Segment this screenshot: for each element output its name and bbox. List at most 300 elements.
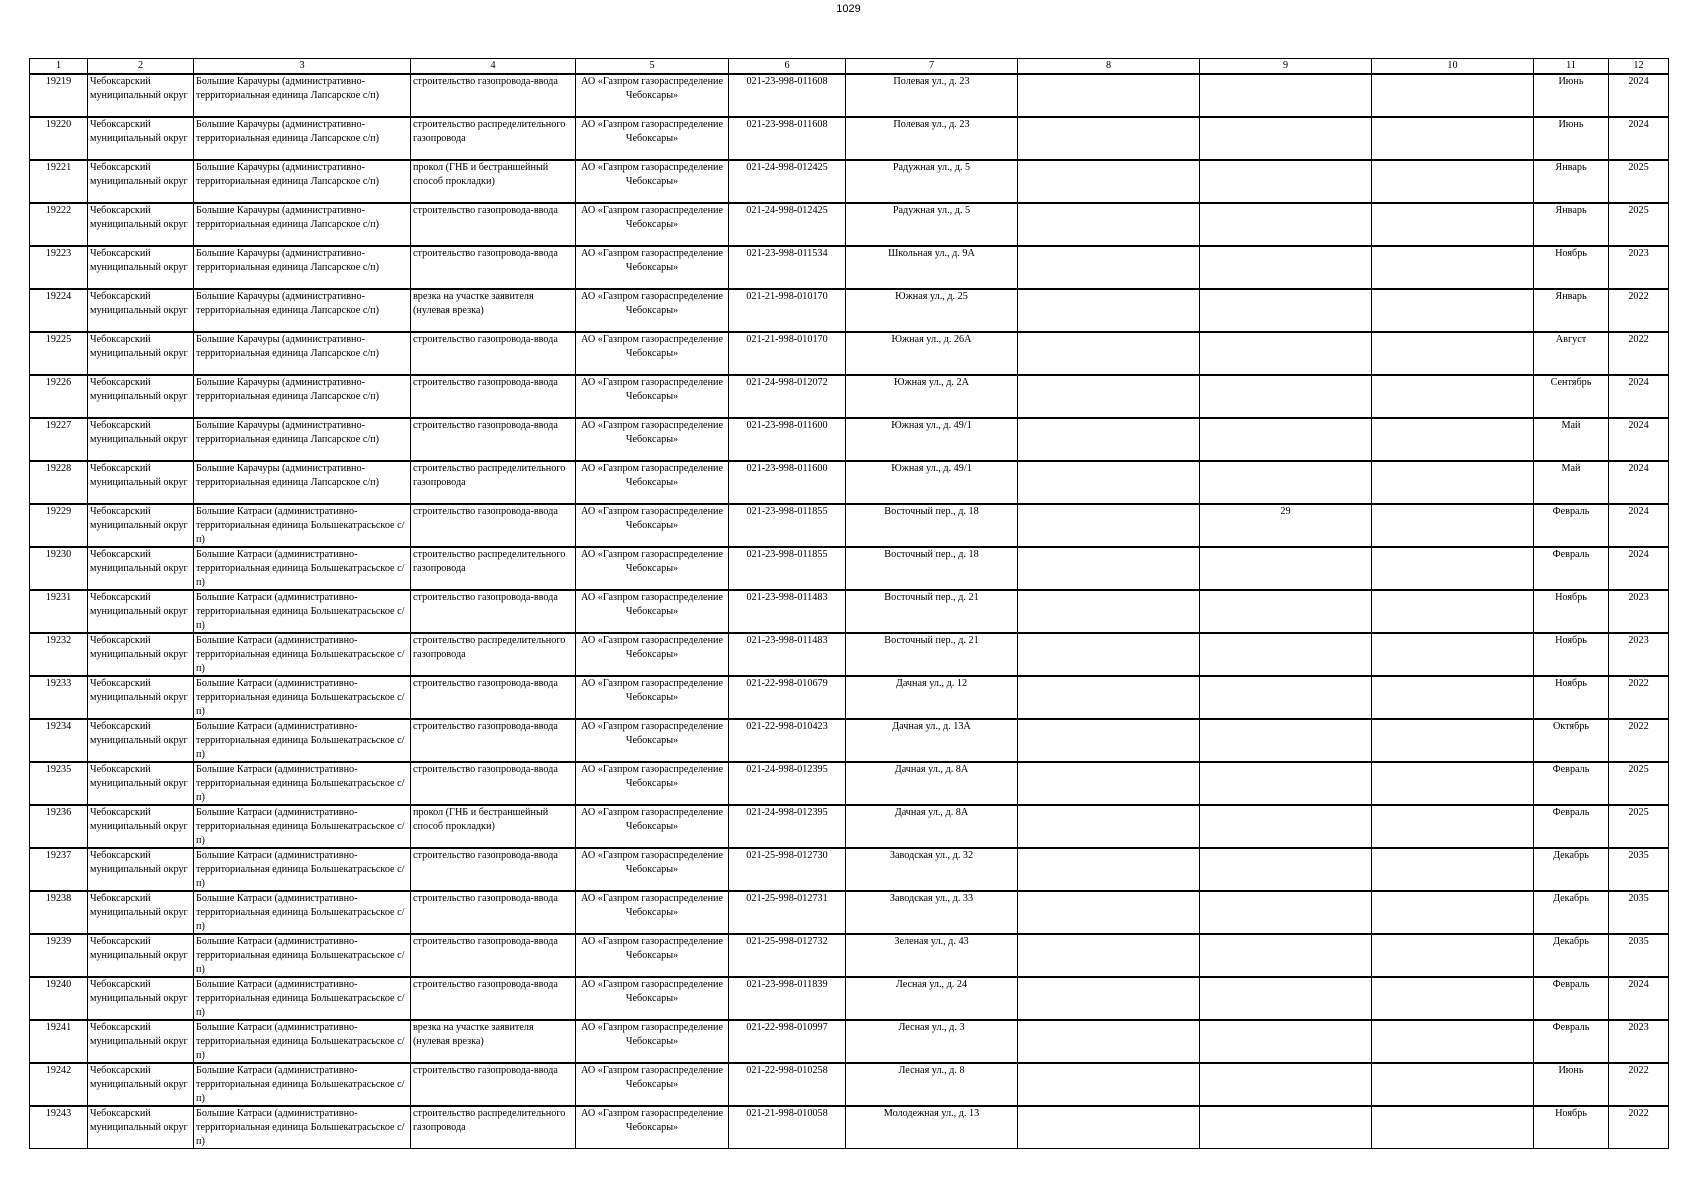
locality-cell-text: Большие Катраси (административно-территориальная единица Большекатрасьское с/п) [196, 936, 405, 975]
address-cell-text: Дачная ул., д. 12 [895, 678, 968, 689]
row-number-text: 19243 [45, 1108, 72, 1119]
application-code-cell [729, 977, 846, 1020]
column-10-cell [1372, 1106, 1534, 1149]
work-type-cell [411, 590, 576, 633]
application-code-cell [729, 762, 846, 805]
month-cell [1534, 160, 1609, 203]
application-code-cell [729, 547, 846, 590]
locality-cell-text: Большие Катраси (административно-территориальная единица Большекатрасьское с/п) [196, 807, 405, 846]
row-number-text: 19240 [45, 979, 72, 990]
address-cell-text: Восточный пер., д. 21 [884, 592, 979, 603]
row-number [30, 1020, 88, 1063]
column-9-cell [1200, 461, 1372, 504]
row-number [30, 934, 88, 977]
organization-cell [576, 547, 729, 590]
application-code-cell-text: 021-22-998-010258 [746, 1065, 828, 1076]
column-10-cell [1372, 719, 1534, 762]
district-cell-text: Чебоксарский муниципальный округ [90, 764, 188, 789]
month-cell-text: Февраль [1552, 1022, 1590, 1033]
district-cell [88, 762, 194, 805]
table-row [30, 891, 1669, 934]
address-cell [846, 547, 1018, 590]
work-type-cell-text: строительство газопровода-ввода [413, 1065, 558, 1076]
address-cell-text: Дачная ул., д. 8А [894, 764, 969, 775]
locality-cell [194, 934, 411, 977]
organization-cell [576, 848, 729, 891]
year-cell-text: 2024 [1628, 463, 1649, 474]
organization-cell-text: АО «Газпром газораспределение Чебоксары» [580, 463, 724, 488]
row-number [30, 848, 88, 891]
application-code-cell-text: 021-23-998-011608 [746, 119, 828, 130]
column-8-cell [1018, 289, 1200, 332]
application-code-cell-text: 021-23-998-011600 [746, 463, 828, 474]
column-10-cell [1372, 375, 1534, 418]
year-cell-text: 2025 [1628, 205, 1649, 216]
column-9-cell-text: 29 [1280, 506, 1291, 517]
locality-cell-text: Большие Катраси (административно-территориальная единица Большекатрасьское с/п) [196, 850, 405, 889]
row-number [30, 762, 88, 805]
year-cell [1609, 934, 1669, 977]
application-code-cell [729, 160, 846, 203]
year-cell [1609, 805, 1669, 848]
row-number [30, 633, 88, 676]
address-cell-text: Южная ул., д. 49/1 [891, 463, 972, 474]
organization-cell-text: АО «Газпром газораспределение Чебоксары» [580, 979, 724, 1004]
year-cell-text: 2025 [1628, 162, 1649, 173]
year-cell [1609, 676, 1669, 719]
column-10-cell [1372, 891, 1534, 934]
month-cell [1534, 74, 1609, 117]
district-cell-text: Чебоксарский муниципальный округ [90, 936, 188, 961]
row-number-text: 19223 [45, 248, 72, 259]
work-type-cell-text: прокол (ГНБ и бестраншейный способ прокладки) [413, 162, 549, 187]
address-cell-text: Заводская ул., д. 32 [889, 850, 974, 861]
column-8-cell [1018, 719, 1200, 762]
column-8-cell [1018, 332, 1200, 375]
locality-cell [194, 719, 411, 762]
column-10-cell [1372, 289, 1534, 332]
locality-cell [194, 762, 411, 805]
year-cell [1609, 461, 1669, 504]
work-type-cell-text: строительство газопровода-ввода [413, 420, 558, 431]
month-cell [1534, 934, 1609, 977]
table-row [30, 719, 1669, 762]
application-code-cell-text: 021-25-998-012730 [746, 850, 828, 861]
work-type-cell-text: строительство газопровода-ввода [413, 893, 558, 904]
locality-cell-text: Большие Катраси (административно-территориальная единица Большекатрасьское с/п) [196, 678, 405, 717]
district-cell-text: Чебоксарский муниципальный округ [90, 979, 188, 1004]
column-header-9: 9 [1200, 59, 1372, 75]
month-cell [1534, 848, 1609, 891]
district-cell [88, 1020, 194, 1063]
application-code-cell-text: 021-24-998-012425 [746, 205, 828, 216]
application-code-cell-text: 021-23-998-011608 [746, 76, 828, 87]
district-cell [88, 547, 194, 590]
row-number-text: 19231 [45, 592, 72, 603]
column-9-cell [1200, 676, 1372, 719]
column-8-cell [1018, 1106, 1200, 1149]
address-cell [846, 977, 1018, 1020]
address-cell [846, 418, 1018, 461]
row-number-text: 19227 [45, 420, 72, 431]
year-cell-text: 2023 [1628, 635, 1649, 646]
column-10-cell [1372, 934, 1534, 977]
organization-cell [576, 762, 729, 805]
column-9-cell [1200, 246, 1372, 289]
work-type-cell-text: врезка на участке заявителя (нулевая врезка) [413, 291, 534, 316]
column-10-cell [1372, 461, 1534, 504]
column-9-cell [1200, 633, 1372, 676]
work-type-cell-text: строительство газопровода-ввода [413, 678, 558, 689]
application-code-cell [729, 590, 846, 633]
column-header-7: 7 [846, 59, 1018, 75]
organization-cell-text: АО «Газпром газораспределение Чебоксары» [580, 678, 724, 703]
locality-cell-text: Большие Катраси (административно-территориальная единица Большекатрасьское с/п) [196, 1022, 405, 1061]
work-type-cell [411, 160, 576, 203]
month-cell-text: Декабрь [1553, 936, 1589, 947]
organization-cell [576, 891, 729, 934]
district-cell [88, 676, 194, 719]
district-cell-text: Чебоксарский муниципальный округ [90, 893, 188, 918]
column-10-cell [1372, 633, 1534, 676]
month-cell [1534, 117, 1609, 160]
row-number [30, 332, 88, 375]
organization-cell-text: АО «Газпром газораспределение Чебоксары» [580, 205, 724, 230]
address-cell [846, 1020, 1018, 1063]
district-cell-text: Чебоксарский муниципальный округ [90, 1065, 188, 1090]
year-cell-text: 2024 [1628, 119, 1649, 130]
column-9-cell [1200, 719, 1372, 762]
locality-cell-text: Большие Карачуры (административно-территориальная единица Лапсарское с/п) [196, 119, 380, 144]
application-code-cell [729, 633, 846, 676]
table-row [30, 977, 1669, 1020]
table-header [30, 59, 1669, 75]
table-row [30, 203, 1669, 246]
address-cell-text: Лесная ул., д. 8 [898, 1065, 965, 1076]
month-cell-text: Февраль [1552, 764, 1590, 775]
district-cell [88, 848, 194, 891]
table-row [30, 246, 1669, 289]
address-cell [846, 590, 1018, 633]
address-cell-text: Дачная ул., д. 8А [894, 807, 969, 818]
organization-cell [576, 117, 729, 160]
gas-connection-table [29, 58, 1669, 1149]
year-cell-text: 2024 [1628, 76, 1649, 87]
work-type-cell [411, 1063, 576, 1106]
month-cell-text: Январь [1555, 291, 1587, 302]
work-type-cell [411, 289, 576, 332]
application-code-cell [729, 1063, 846, 1106]
column-10-cell [1372, 332, 1534, 375]
column-9-cell [1200, 203, 1372, 246]
district-cell-text: Чебоксарский муниципальный округ [90, 721, 188, 746]
locality-cell [194, 1106, 411, 1149]
organization-cell [576, 418, 729, 461]
column-9-cell [1200, 504, 1372, 547]
work-type-cell-text: прокол (ГНБ и бестраншейный способ прокладки) [413, 807, 549, 832]
month-cell [1534, 762, 1609, 805]
organization-cell [576, 934, 729, 977]
column-10-cell [1372, 977, 1534, 1020]
district-cell [88, 160, 194, 203]
month-cell [1534, 289, 1609, 332]
work-type-cell [411, 805, 576, 848]
table-row [30, 375, 1669, 418]
month-cell [1534, 547, 1609, 590]
year-cell-text: 2024 [1628, 420, 1649, 431]
district-cell [88, 1063, 194, 1106]
address-cell-text: Радужная ул., д. 5 [892, 205, 971, 216]
table-row [30, 547, 1669, 590]
column-9-cell [1200, 934, 1372, 977]
locality-cell-text: Большие Катраси (административно-территориальная единица Большекатрасьское с/п) [196, 592, 405, 631]
district-cell-text: Чебоксарский муниципальный округ [90, 592, 188, 617]
year-cell [1609, 375, 1669, 418]
year-cell [1609, 891, 1669, 934]
work-type-cell [411, 418, 576, 461]
year-cell-text: 2035 [1628, 936, 1649, 947]
row-number [30, 203, 88, 246]
month-cell [1534, 418, 1609, 461]
column-9-cell [1200, 977, 1372, 1020]
column-8-cell [1018, 1063, 1200, 1106]
column-header-12: 12 [1609, 59, 1669, 75]
organization-cell-text: АО «Газпром газораспределение Чебоксары» [580, 162, 724, 187]
column-9-cell [1200, 805, 1372, 848]
organization-cell [576, 332, 729, 375]
application-code-cell-text: 021-25-998-012731 [746, 893, 828, 904]
month-cell [1534, 590, 1609, 633]
organization-cell-text: АО «Газпром газораспределение Чебоксары» [580, 549, 724, 574]
address-cell [846, 289, 1018, 332]
column-8-cell [1018, 418, 1200, 461]
work-type-cell-text: строительство газопровода-ввода [413, 377, 558, 388]
locality-cell [194, 977, 411, 1020]
column-header-1: 1 [30, 59, 88, 75]
column-header-8: 8 [1018, 59, 1200, 75]
column-10-cell [1372, 117, 1534, 160]
row-number [30, 246, 88, 289]
work-type-cell [411, 1020, 576, 1063]
header-row [30, 59, 1669, 75]
month-cell-text: Декабрь [1553, 893, 1589, 904]
application-code-cell-text: 021-21-998-010170 [746, 291, 828, 302]
application-code-cell-text: 021-23-998-011855 [746, 506, 828, 517]
column-8-cell [1018, 934, 1200, 977]
month-cell-text: Февраль [1552, 807, 1590, 818]
row-number [30, 74, 88, 117]
column-9-cell [1200, 590, 1372, 633]
row-number [30, 289, 88, 332]
column-8-cell [1018, 977, 1200, 1020]
address-cell-text: Дачная ул., д. 13А [892, 721, 971, 732]
locality-cell [194, 289, 411, 332]
column-8-cell [1018, 848, 1200, 891]
month-cell [1534, 676, 1609, 719]
column-header-3: 3 [194, 59, 411, 75]
organization-cell [576, 590, 729, 633]
application-code-cell-text: 021-25-998-012732 [746, 936, 828, 947]
month-cell [1534, 375, 1609, 418]
month-cell-text: Февраль [1552, 506, 1590, 517]
month-cell [1534, 1063, 1609, 1106]
application-code-cell [729, 332, 846, 375]
application-code-cell [729, 891, 846, 934]
district-cell [88, 375, 194, 418]
row-number [30, 891, 88, 934]
organization-cell [576, 160, 729, 203]
column-10-cell [1372, 160, 1534, 203]
column-8-cell [1018, 762, 1200, 805]
district-cell-text: Чебоксарский муниципальный округ [90, 119, 188, 144]
work-type-cell-text: строительство газопровода-ввода [413, 592, 558, 603]
month-cell-text: Ноябрь [1555, 248, 1587, 259]
district-cell [88, 203, 194, 246]
application-code-cell-text: 021-23-998-011534 [746, 248, 828, 259]
work-type-cell-text: строительство газопровода-ввода [413, 506, 558, 517]
row-number-text: 19241 [45, 1022, 72, 1033]
organization-cell [576, 74, 729, 117]
row-number-text: 19239 [45, 936, 72, 947]
district-cell [88, 246, 194, 289]
year-cell-text: 2022 [1628, 678, 1649, 689]
work-type-cell [411, 203, 576, 246]
column-9-cell [1200, 1063, 1372, 1106]
year-cell [1609, 719, 1669, 762]
column-8-cell [1018, 203, 1200, 246]
column-9-cell [1200, 891, 1372, 934]
month-cell-text: Июнь [1558, 119, 1584, 130]
column-10-cell [1372, 590, 1534, 633]
work-type-cell-text: строительство распределительного газопровода [413, 463, 566, 488]
year-cell-text: 2023 [1628, 1022, 1649, 1033]
column-10-cell [1372, 762, 1534, 805]
column-9-cell [1200, 848, 1372, 891]
table-row [30, 1106, 1669, 1149]
table-row [30, 332, 1669, 375]
year-cell-text: 2022 [1628, 721, 1649, 732]
month-cell-text: Июнь [1558, 1065, 1584, 1076]
locality-cell [194, 848, 411, 891]
locality-cell-text: Большие Катраси (административно-территориальная единица Большекатрасьское с/п) [196, 893, 405, 932]
row-number-text: 19221 [45, 162, 72, 173]
month-cell-text: Январь [1555, 205, 1587, 216]
column-8-cell [1018, 891, 1200, 934]
address-cell [846, 246, 1018, 289]
application-code-cell [729, 805, 846, 848]
work-type-cell-text: строительство газопровода-ввода [413, 721, 558, 732]
month-cell [1534, 977, 1609, 1020]
organization-cell-text: АО «Газпром газораспределение Чебоксары» [580, 807, 724, 832]
locality-cell-text: Большие Карачуры (административно-территориальная единица Лапсарское с/п) [196, 248, 380, 273]
month-cell [1534, 461, 1609, 504]
locality-cell [194, 117, 411, 160]
locality-cell [194, 1020, 411, 1063]
year-cell-text: 2022 [1628, 334, 1649, 345]
month-cell [1534, 633, 1609, 676]
page-number: 1029 [836, 3, 861, 15]
column-8-cell [1018, 461, 1200, 504]
table-row [30, 461, 1669, 504]
work-type-cell [411, 246, 576, 289]
year-cell-text: 2024 [1628, 549, 1649, 560]
column-10-cell [1372, 74, 1534, 117]
column-8-cell [1018, 160, 1200, 203]
application-code-cell [729, 504, 846, 547]
district-cell [88, 461, 194, 504]
district-cell [88, 977, 194, 1020]
work-type-cell-text: строительство газопровода-ввода [413, 764, 558, 775]
work-type-cell [411, 977, 576, 1020]
column-9-cell [1200, 1020, 1372, 1063]
year-cell-text: 2022 [1628, 1108, 1649, 1119]
district-cell-text: Чебоксарский муниципальный округ [90, 291, 188, 316]
organization-cell-text: АО «Газпром газораспределение Чебоксары» [580, 119, 724, 144]
organization-cell-text: АО «Газпром газораспределение Чебоксары» [580, 506, 724, 531]
column-8-cell [1018, 74, 1200, 117]
column-10-cell [1372, 547, 1534, 590]
table-row [30, 762, 1669, 805]
organization-cell [576, 289, 729, 332]
organization-cell-text: АО «Газпром газораспределение Чебоксары» [580, 1022, 724, 1047]
work-type-cell [411, 934, 576, 977]
year-cell [1609, 418, 1669, 461]
district-cell [88, 805, 194, 848]
month-cell [1534, 332, 1609, 375]
table-row [30, 1063, 1669, 1106]
district-cell [88, 1106, 194, 1149]
district-cell [88, 633, 194, 676]
row-number-text: 19238 [45, 893, 72, 904]
address-cell [846, 332, 1018, 375]
month-cell-text: Ноябрь [1555, 592, 1587, 603]
address-cell [846, 633, 1018, 676]
address-cell [846, 891, 1018, 934]
column-8-cell [1018, 117, 1200, 160]
organization-cell-text: АО «Газпром газораспределение Чебоксары» [580, 592, 724, 617]
work-type-cell-text: строительство газопровода-ввода [413, 76, 558, 87]
work-type-cell [411, 504, 576, 547]
work-type-cell-text: врезка на участке заявителя (нулевая врезка) [413, 1022, 534, 1047]
address-cell-text: Зеленая ул., д. 43 [894, 936, 969, 947]
address-cell-text: Полевая ул., д. 23 [893, 119, 970, 130]
address-cell-text: Молодежная ул., д. 13 [883, 1108, 980, 1119]
district-cell [88, 590, 194, 633]
table-row [30, 74, 1669, 117]
year-cell [1609, 547, 1669, 590]
work-type-cell [411, 547, 576, 590]
organization-cell [576, 1063, 729, 1106]
district-cell [88, 117, 194, 160]
district-cell-text: Чебоксарский муниципальный округ [90, 549, 188, 574]
organization-cell-text: АО «Газпром газораспределение Чебоксары» [580, 850, 724, 875]
column-header-11: 11 [1534, 59, 1609, 75]
column-8-cell [1018, 590, 1200, 633]
locality-cell [194, 74, 411, 117]
address-cell-text: Заводская ул., д. 33 [889, 893, 974, 904]
column-10-cell [1372, 1063, 1534, 1106]
application-code-cell [729, 74, 846, 117]
work-type-cell [411, 719, 576, 762]
row-number-text: 19222 [45, 205, 72, 216]
district-cell-text: Чебоксарский муниципальный округ [90, 506, 188, 531]
address-cell-text: Лесная ул., д. 24 [895, 979, 968, 990]
row-number [30, 590, 88, 633]
organization-cell-text: АО «Газпром газораспределение Чебоксары» [580, 1065, 724, 1090]
district-cell-text: Чебоксарский муниципальный округ [90, 635, 188, 660]
organization-cell-text: АО «Газпром газораспределение Чебоксары» [580, 764, 724, 789]
application-code-cell-text: 021-21-998-010170 [746, 334, 828, 345]
